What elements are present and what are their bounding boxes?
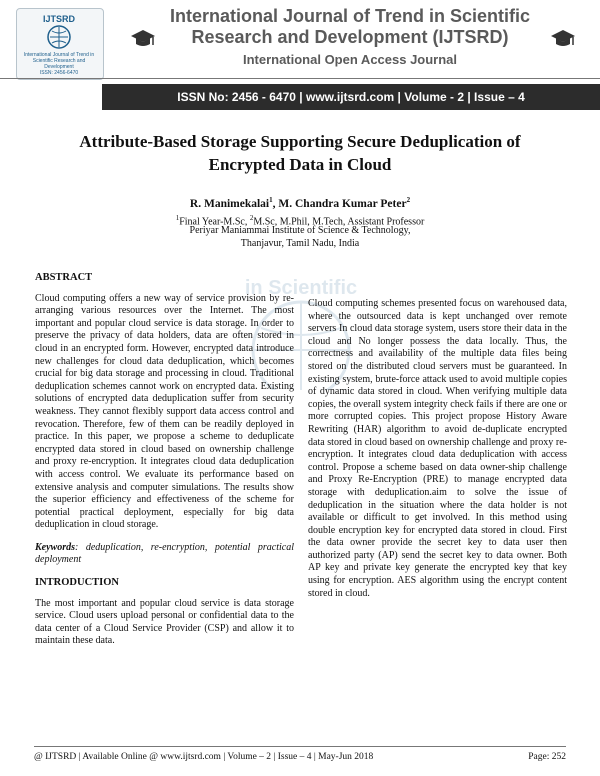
author-line xyxy=(40,196,560,210)
introduction-heading: INTRODUCTION xyxy=(35,577,120,589)
abstract-heading: ABSTRACT xyxy=(35,272,93,283)
journal-logo xyxy=(16,8,102,78)
affiliation-mark: 2 xyxy=(249,214,254,222)
author-name: R. Manimekalai xyxy=(189,197,270,210)
footer-divider xyxy=(34,746,566,747)
author-name: M. Chandra Kumar Peter xyxy=(278,197,407,210)
right-column xyxy=(308,298,567,610)
keywords-line xyxy=(35,542,294,567)
journal-title-line1: International Journal of Trend in Scientific xyxy=(169,6,531,26)
author-separator: , xyxy=(272,197,279,210)
right-column-body: Cloud computing schemes presented focus on warehoused data, where the outsourced data is kept unchanged over remote servers In cloud data storage system, users store their data in the cloud and No longer possess the data locally. Thus, the correctness and availability of the multiple data files being stored on the distributed cloud servers must be guaranteed. In existing system, brute-force attack used to avoid multiple copies of dynamic data stored in cloud. When verifying multiple data copies, the overall system integrity check fails if there are one or more corrupted copies. This project propose History Aware Rewriting (HAR) algorithm to avoid de-duplicate encrypted data stored in cloud based on ownership challenge and proxy re-encryption. It integrates cloud data deduplication with access control. Propose a scheme based on data owner-ship challenge and Proxy Re-Encryption (PRE) to manage encrypted data storage with deduplication.aim to solve the issue of deduplication in the situation where the data holder is not available or difficult to get involved. In this method using double encryption key for encrypted data stored in cloud. First the data owner provide the secret key to data user then authorized party (AP) send the secret key to data owner. Both AP key and private key generate the encrypted key that key using for encryption. AES algorithm using the encrypt content stored in cloud. xyxy=(308,298,567,599)
watermark-text: in Scientific xyxy=(244,277,358,299)
author-affiliation-mark: 2 xyxy=(406,196,411,204)
left-column xyxy=(35,272,294,658)
journal-title-line2: Research and Development (IJTSRD) xyxy=(191,27,509,47)
keywords-text: : deduplication, re-encryption, potential practical deployment xyxy=(35,541,294,566)
journal-title xyxy=(160,6,540,48)
paper-title-line2: Encrypted Data in Cloud xyxy=(208,155,392,174)
affiliation-institute: Periyar Maniammai Institute of Science & Technology, xyxy=(189,225,411,236)
affiliation-role: Final Year-M.Sc, xyxy=(179,216,250,228)
introduction-body: The most important and popular cloud service is data storage service. Cloud users upload personal or confidential data to the data center of a Cloud Service Provider (CSP) and allow it to maintain these data. xyxy=(35,597,294,647)
journal-subtitle: International Open Access Journal xyxy=(242,52,458,67)
logo-sub-name: International Journal of Trend in Scientific Research and Development xyxy=(23,52,95,70)
logo-text: IJTSRD xyxy=(42,14,75,24)
paper-title-line1: Attribute-Based Storage Supporting Secure Deduplication of xyxy=(79,132,521,151)
header-divider xyxy=(0,78,600,79)
issn-bar: ISSN No: 2456 - 6470 | www.ijtsrd.com | Volume - 2 | Issue – 4 xyxy=(102,84,600,110)
graduation-cap-icon xyxy=(550,28,576,50)
logo-sub-issn: ISSN: 2456-6470 xyxy=(39,70,79,76)
journal-header xyxy=(0,0,600,118)
graduation-cap-icon xyxy=(130,28,156,50)
abstract-body: Cloud computing offers a new way of service provision by re-arranging various resources over the Internet. The most important and popular cloud service is data storage. In order to preserve the privacy of data holders, data are often stored in cloud in an encrypted form. However, encrypted data introduce new challenges for cloud data deduplication, which becomes crucial for big data storage and processing in cloud. Traditional deduplication schemes cannot work on encrypted data. Existing solutions of encrypted data deduplication suffer from security weakness. They cannot flexibly support data access control and revocation. Therefore, few of them can be readily deployed in practice. In this paper, we propose a scheme to deduplicate encrypted data stored in cloud based on ownership challenge and proxy re-encryption. It integrates cloud data deduplication with access control. We evaluate its performance based on extensive analysis and computer simulations. The results show the superior efficiency and effectiveness of the scheme for potential practical deployment, especially for big data deduplication in cloud storage. xyxy=(35,292,294,531)
affiliation-location: Thanjavur, Tamil Nadu, India xyxy=(240,238,360,249)
footer-citation: @ IJTSRD | Available Online @ www.ijtsrd.com | Volume – 2 | Issue – 4 | May-Jun 2018 xyxy=(34,752,374,762)
page-number: Page: 252 xyxy=(528,752,566,762)
affiliation-mark: 1 xyxy=(175,214,180,222)
logo-emblem-icon xyxy=(44,24,74,50)
affiliation-role: M.Sc, M.Phil, M.Tech, Assistant Professor xyxy=(253,216,425,228)
author-affiliation-mark: 1 xyxy=(269,196,273,204)
keywords-label: Keywords xyxy=(35,541,75,553)
logo-subtext xyxy=(20,52,98,76)
paper-title xyxy=(40,130,560,176)
